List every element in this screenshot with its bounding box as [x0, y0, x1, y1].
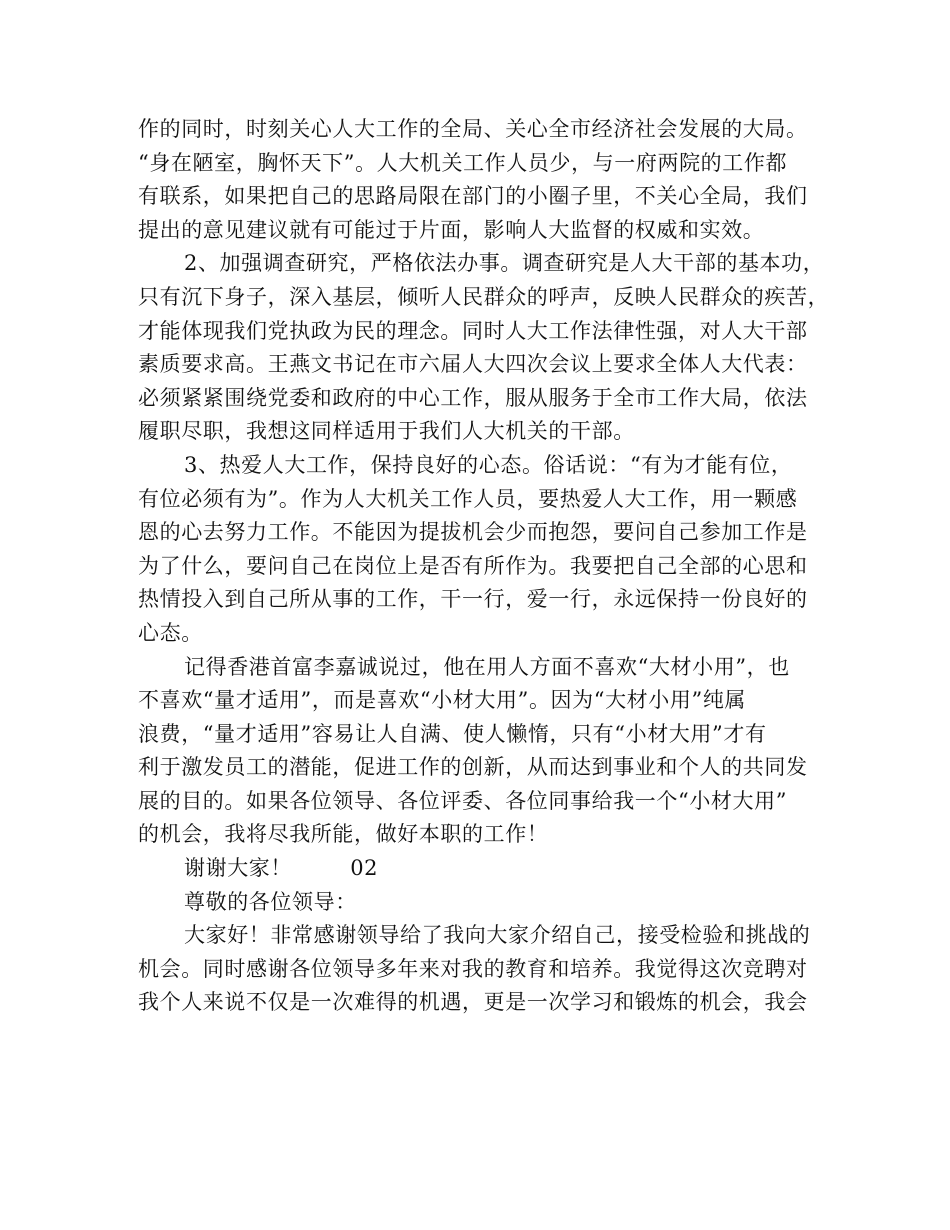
- text-line: 才能体现我们党执政为民的理念。同时人大工作法律性强，对人大干部: [138, 318, 808, 343]
- closing-thanks: 谢谢大家！ 02: [184, 856, 379, 881]
- text-line: 热情投入到自己所从事的工作，干一行，爱一行，永远保持一份良好的: [138, 587, 808, 612]
- text-line: 为了什么，要问自己在岗位上是否有所作为。我要把自己全部的心思和: [138, 553, 808, 578]
- text-line: 作的同时，时刻关心人大工作的全局、关心全市经济社会发展的大局。: [138, 117, 808, 141]
- text-line: “身在陋室，胸怀天下”。人大机关工作人员少，与一府两院的工作都: [138, 150, 788, 175]
- paragraph-first-line: 记得香港首富李嘉诚说过，他在用人方面不喜欢“大材小用”，也: [184, 654, 790, 679]
- text-line: 履职尽职，我想这同样适用于我们人大机关的干部。: [138, 419, 635, 444]
- text-line: 恩的心去努力工作。不能因为提拔机会少而抱怨，要问自己参加工作是: [138, 520, 808, 545]
- salutation: 尊敬的各位领导：: [184, 889, 357, 914]
- paragraph-first-line: 3、热爱人大工作，保持良好的心态。俗话说：“有为才能有位，: [184, 452, 793, 477]
- text-line: 必须紧紧围绕党委和政府的中心工作，服从服务于全市工作大局，依法: [138, 385, 808, 410]
- paragraph-first-line: 2、加强调查研究，严格依法办事。调查研究是人大干部的基本功，: [184, 251, 825, 276]
- text-line: 我个人来说不仅是一次难得的机遇，更是一次学习和锻炼的机会，我会: [138, 990, 808, 1015]
- text-line: 浪费，“量才适用”容易让人自满、使人懒惰，只有“小材大用”才有: [138, 721, 767, 746]
- text-line: 心态。: [138, 620, 203, 645]
- text-line: 只有沉下身子，深入基层，倾听人民群众的呼声，反映人民群众的疾苦，: [138, 284, 830, 309]
- text-line: 机会。同时感谢各位领导多年来对我的教育和培养。我觉得这次竞聘对: [138, 956, 808, 981]
- document-body: [138, 113, 830, 1020]
- text-line: 不喜欢“量才适用”，而是喜欢“小材大用”。因为“大材小用”纯属: [138, 688, 747, 713]
- text-line: 素质要求高。王燕文书记在市六届人大四次会议上要求全体人大代表：: [138, 352, 808, 377]
- text-line: 提出的意见建议就有可能过于片面，影响人大监督的权威和实效。: [138, 217, 765, 242]
- text-line: 利于激发员工的潜能，促进工作的创新，从而达到事业和个人的共同发: [138, 755, 808, 780]
- paragraph-first-line: 大家好！非常感谢领导给了我向大家介绍自己，接受检验和挑战的: [184, 923, 811, 948]
- text-line: 有位必须有为”。作为人大机关工作人员，要热爱人大工作，用一颗感: [138, 486, 798, 511]
- text-line: 展的目的。如果各位领导、各位评委、各位同事给我一个“小材大用”: [138, 788, 788, 813]
- text-line: 有联系，如果把自己的思路局限在部门的小圈子里，不关心全局，我们: [138, 184, 808, 209]
- text-line: 的机会，我将尽我所能，做好本职的工作！: [138, 822, 549, 847]
